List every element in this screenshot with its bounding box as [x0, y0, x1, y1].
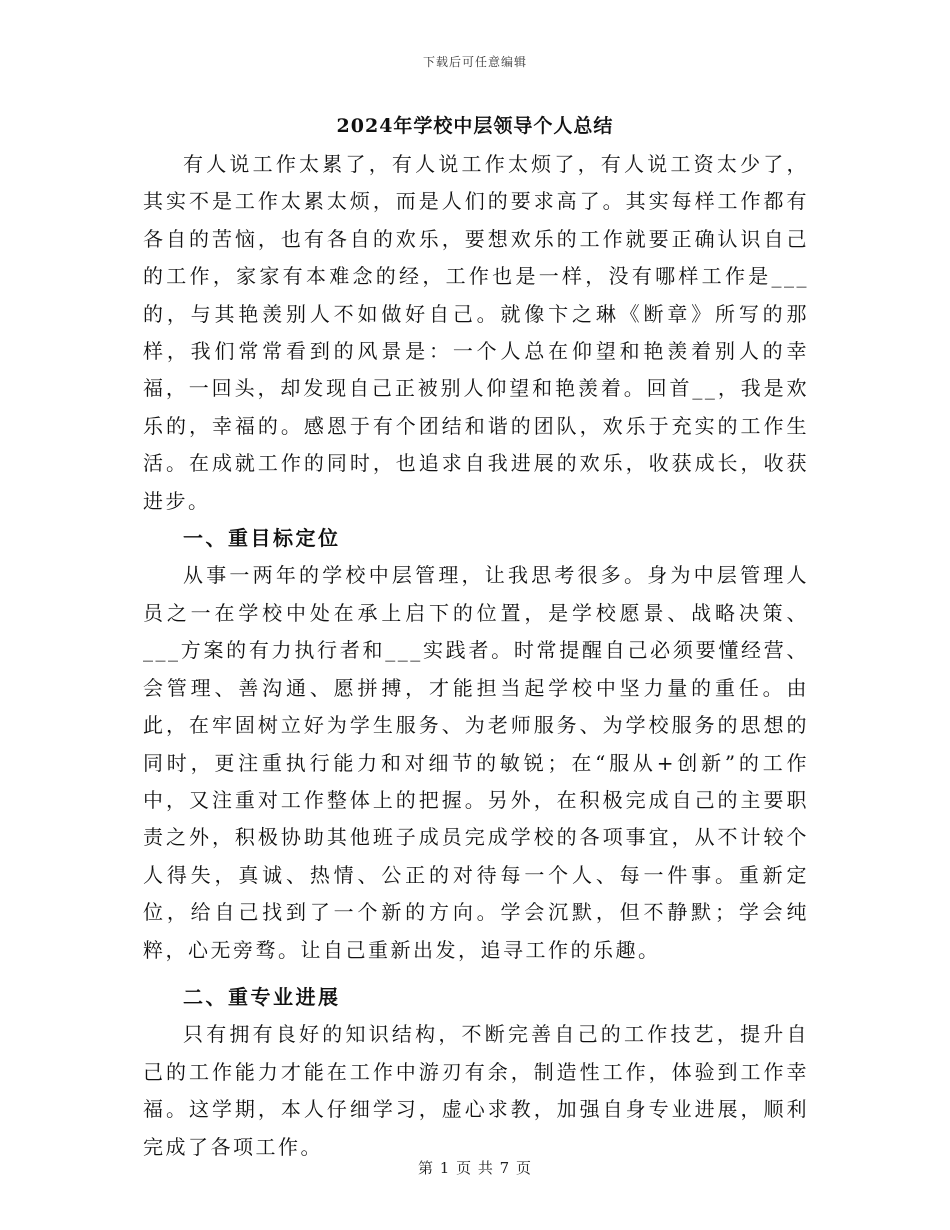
document-body — [143, 146, 809, 1166]
section-2-heading: 二、重专业进展 — [183, 984, 341, 1009]
section-1-heading: 一、重目标定位 — [183, 526, 341, 551]
page-footer: 第 1 页 共 7 页 — [418, 1159, 532, 1177]
section-1-paragraph: 从事一两年的学校中层管理，让我思考很多。身为中层管理人员之一在学校中处在承上启下的位置，是学校愿景、战略决策、___方案的有力执行者和___实践者。时常提醒自己必须要懂经营、会管理、善沟通、愿拼搏，才能担当起学校中坚力量的重任。由此，在牢固树立好为学生服务、为老师服务、为学校服务的思想的同时，更注重执行能力和对细节的敏锐；在“服从+创新”的工作中，又注重对工作整体上的把握。另外，在积极完成自己的主要职责之外，积极协助其他班子成员完成学校的各项事宜，从不计较个人得失，真诚、热情、公正的对待每一个人、每一件事。重新定位，给自己找到了一个新的方向。学会沉默，但不静默；学会纯粹，心无旁骛。让自己重新出发，追寻工作的乐趣。 — [143, 563, 809, 962]
document-title: 2024年学校中层领导个人总结 — [336, 115, 614, 137]
section-2-paragraph: 只有拥有良好的知识结构，不断完善自己的工作技艺，提升自己的工作能力才能在工作中游刃有余，制造性工作，体验到工作幸福。这学期，本人仔细学习，虚心求教，加强自身专业进展，顺利完成了各项工作。 — [143, 1022, 809, 1159]
header-note: 下载后可任意编辑 — [422, 55, 527, 69]
intro-paragraph: 有人说工作太累了，有人说工作太烦了，有人说工资太少了，其实不是工作太累太烦，而是人们的要求高了。其实每样工作都有各自的苦恼，也有各自的欢乐，要想欢乐的工作就要正确认识自己的工作，家家有本难念的经，工作也是一样，没有哪样工作是___的，与其艳羡别人不如做好自己。就像卞之琳《断章》所写的那样，我们常常看到的风景是：一个人总在仰望和艳羡着别人的幸福，一回头，却发现自己正被别人仰望和艳羡着。回首__，我是欢乐的，幸福的。感恩于有个团结和谐的团队，欢乐于充实的工作生活。在成就工作的同时，也追求自我进展的欢乐，收获成长，收获进步。 — [143, 152, 809, 513]
